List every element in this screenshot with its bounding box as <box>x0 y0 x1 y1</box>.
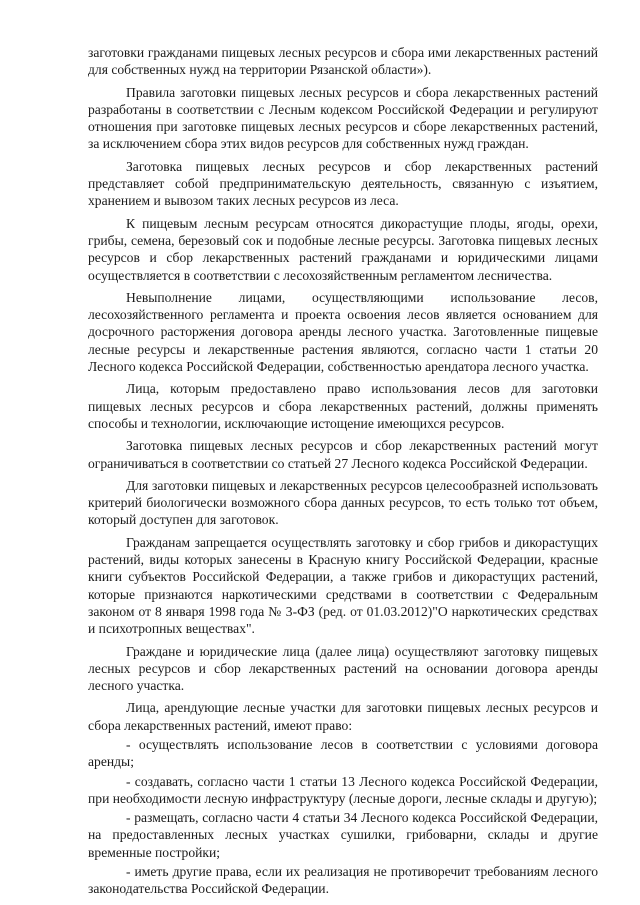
list-item-right-1: - осуществлять использование лесов в соответствии с условиями договора аренды; <box>88 736 598 770</box>
paragraph-methods: Лица, которым предоставлено право использования лесов для заготовки пищевых лесных ресурсов и сбора лекарственных растений, должны применять способы и технологии, исключающие истощение имеющихся ресурсов. <box>88 381 598 431</box>
paragraph-entrepreneurial-activity: Заготовка пищевых лесных ресурсов и сбор лекарственных растений представляет собой предпринимательскую деятельность, связанную с изъятием, хранением и вывозом таких лесных ресурсов из леса. <box>88 158 598 209</box>
paragraph-lease-basis: Граждане и юридические лица (далее лица) осуществляют заготовку пищевых лесных ресурсов и сбор лекарственных растений на основании договора аренды лесного участка. <box>88 643 598 694</box>
paragraph-restrictions: Заготовка пищевых лесных ресурсов и сбор лекарственных растений могут ограничиваться в соответствии со статьей 27 Лесного кодекса Российской Федерации. <box>88 438 598 471</box>
paragraph-food-resources-definition: К пищевым лесным ресурсам относятся дикорастущие плоды, ягоды, орехи, грибы, семена, березовый сок и подобные лесные ресурсы. Заготовка пищевых лесных ресурсов и сбор лекарственных растений гражданами и юридическими лицами осуществляется в соответствии с лесохозяйственным регламентом лесничества. <box>88 215 598 283</box>
document-page <box>88 44 598 900</box>
paragraph-prohibitions: Гражданам запрещается осуществлять заготовку и сбор грибов и дикорастущих растений, виды которых занесены в Красную книгу Российской Федерации, красные книги субъектов Российской Федерации, а также грибов и дикорастущих растений, которые признаются наркотическими средствами в соответствии с Федеральным законом от 8 января 1998 года № 3-ФЗ (ред. от 01.03.2012)"О наркотических средствах и психотропных веществах". <box>88 534 598 637</box>
paragraph-criteria: Для заготовки пищевых и лекарственных ресурсов целесообразней использовать критерий биологически возможного сбора данных ресурсов, то есть только тот объем, который доступен для заготовок. <box>88 477 598 528</box>
paragraph-rules-basis: Правила заготовки пищевых лесных ресурсов и сбора лекарственных растений разработаны в соответствии с Лесным кодексом Российской Федерации и регулируют отношения при заготовке пищевых лесных ресурсов и сборе лекарственных растений, за исключением сбора этих видов ресурсов для собственных нужд граждан. <box>88 84 598 152</box>
list-item-right-2: - создавать, согласно части 1 статьи 13 Лесного кодекса Российской Федерации, при необходимости лесную инфраструктуру (лесные дороги, лесные склады и другую); <box>88 773 598 806</box>
paragraph-continuation: заготовки гражданами пищевых лесных ресурсов и сбора ими лекарственных растений для собственных нужд на территории Рязанской области»). <box>88 45 598 78</box>
paragraph-non-compliance: Невыполнение лицами, осуществляющими использование лесов, лесохозяйственного регламента и проекта освоения лесов является основанием для досрочного расторжения договора аренды лесного участка. Заготовленные пищевые лесные ресурсы и лекарственные растения являются, согласно части 1 статьи 20 Лесного кодекса Российской Федерации, собственностью арендатора лесного участка. <box>88 289 598 375</box>
list-item-right-4: - иметь другие права, если их реализация не противоречит требованиям лесного законодательства Российской Федерации. <box>88 864 598 897</box>
list-item-right-3: - размещать, согласно части 4 статьи 34 Лесного кодекса Российской Федерации, на предоставленных лесных участках сушилки, грибоварни, склады и другие временные постройки; <box>88 810 598 860</box>
paragraph-rights-intro: Лица, арендующие лесные участки для заготовки пищевых лесных ресурсов и сбора лекарственных растений, имеют право: <box>88 700 598 733</box>
